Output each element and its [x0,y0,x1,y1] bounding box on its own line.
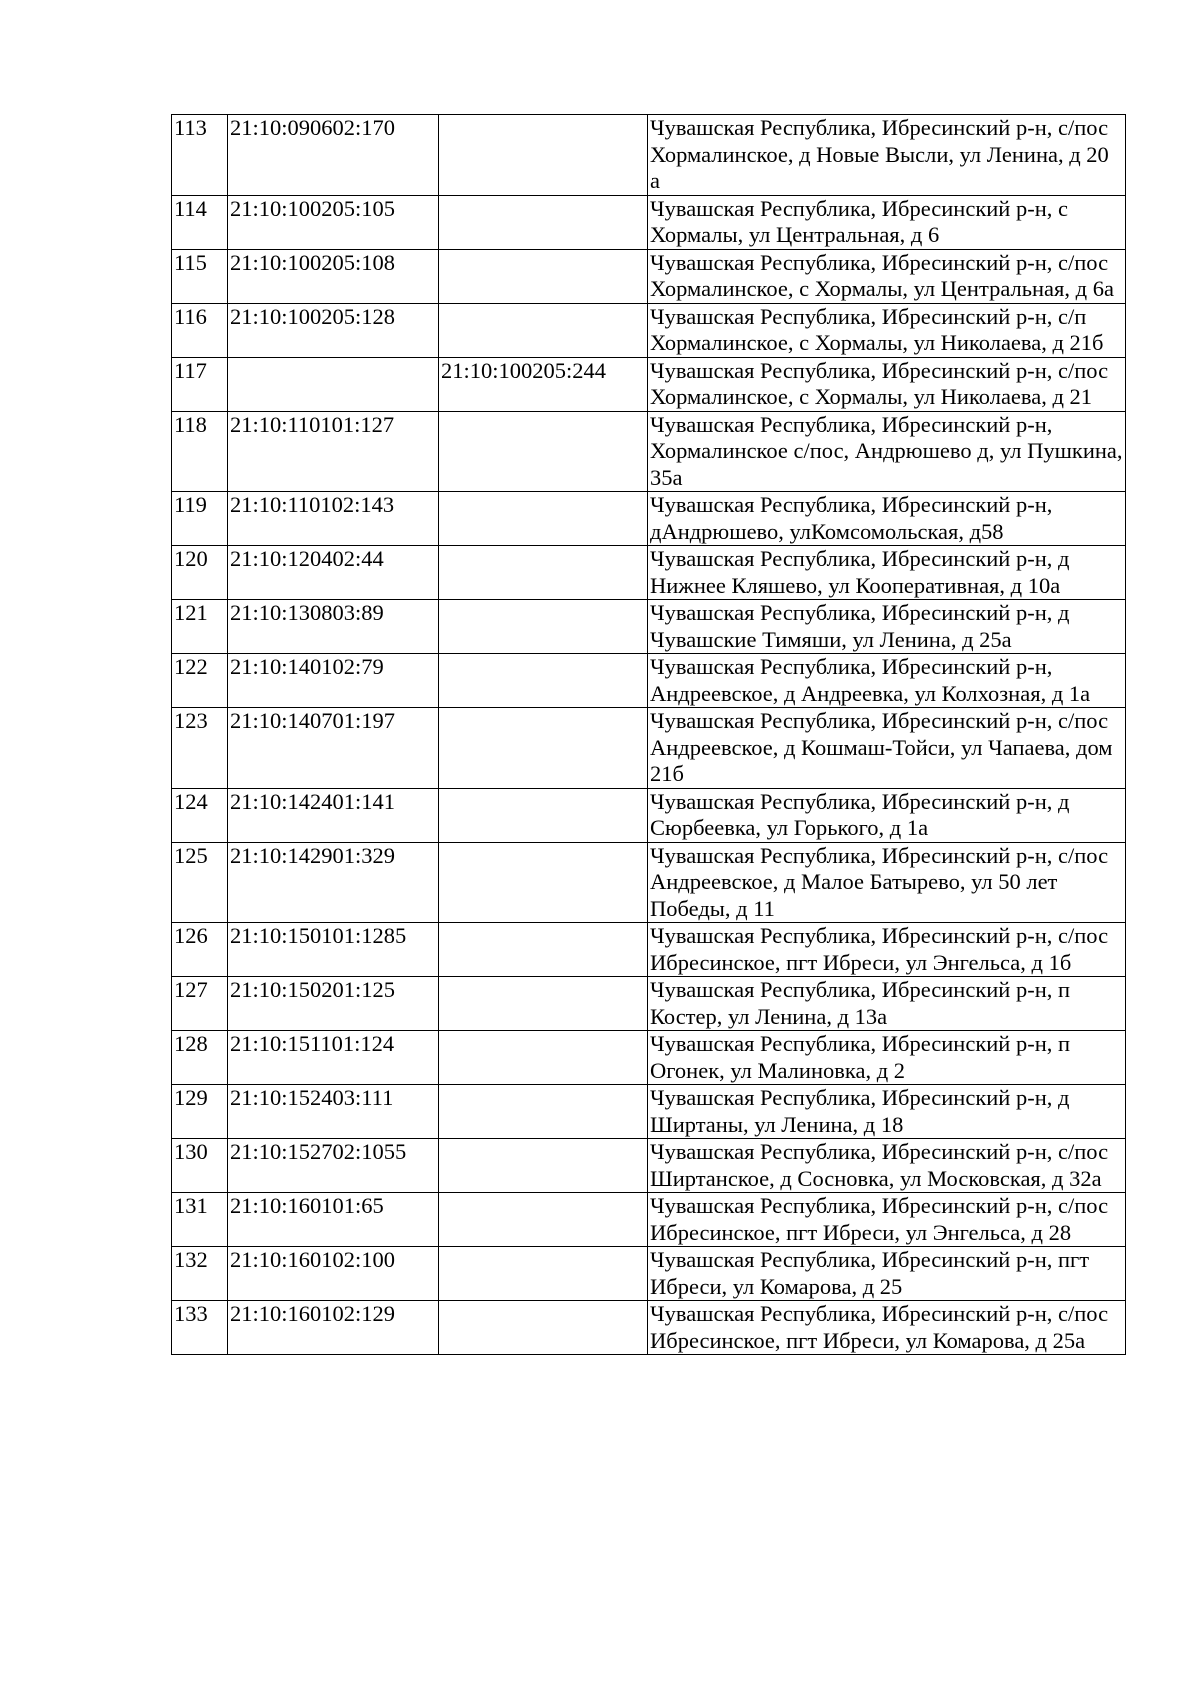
table-row [172,1085,1126,1139]
table-row [172,1193,1126,1247]
row-number-cell: 127 [172,977,228,1031]
address-cell: Чувашская Республика, Ибресинский р-н, с Хормалы, ул Центральная, д 6 [648,195,1126,249]
row-number-cell: 124 [172,788,228,842]
secondary-cadastral-cell [439,1085,648,1139]
secondary-cadastral-cell [439,1193,648,1247]
address-cell: Чувашская Республика, Ибресинский р-н, д Нижнее Кляшево, ул Кооперативная, д 10а [648,546,1126,600]
address-cell: Чувашская Республика, Ибресинский р-н, д Чувашские Тимяши, ул Ленина, д 25а [648,600,1126,654]
table-row [172,492,1126,546]
cadastral-number-cell [228,357,439,411]
row-number-cell: 133 [172,1301,228,1355]
cadastral-number-cell: 21:10:160101:65 [228,1193,439,1247]
table-row [172,600,1126,654]
cadastral-number-cell: 21:10:100205:105 [228,195,439,249]
table-row [172,788,1126,842]
address-cell: Чувашская Республика, Ибресинский р-н, Хормалинское с/пос, Андрюшево д, ул Пушкина, 35а [648,411,1126,492]
row-number-cell: 130 [172,1139,228,1193]
secondary-cadastral-cell [439,303,648,357]
table-row [172,411,1126,492]
cadastral-number-cell: 21:10:110102:143 [228,492,439,546]
table-row [172,195,1126,249]
row-number-cell: 126 [172,923,228,977]
secondary-cadastral-cell [439,923,648,977]
cadastral-number-cell: 21:10:100205:108 [228,249,439,303]
row-number-cell: 131 [172,1193,228,1247]
table-row [172,977,1126,1031]
address-cell: Чувашская Республика, Ибресинский р-н, д Сюрбеевка, ул Горького, д 1а [648,788,1126,842]
secondary-cadastral-cell [439,1031,648,1085]
table-row [172,1139,1126,1193]
cadastral-number-cell: 21:10:150101:1285 [228,923,439,977]
table-row [172,842,1126,923]
cadastral-number-cell: 21:10:140102:79 [228,654,439,708]
secondary-cadastral-cell: 21:10:100205:244 [439,357,648,411]
cadastral-number-cell: 21:10:090602:170 [228,115,439,196]
cadastral-number-cell: 21:10:160102:129 [228,1301,439,1355]
address-cell: Чувашская Республика, Ибресинский р-н, п Костер, ул Ленина, д 13а [648,977,1126,1031]
cadastral-number-cell: 21:10:100205:128 [228,303,439,357]
table-row [172,115,1126,196]
row-number-cell: 122 [172,654,228,708]
row-number-cell: 114 [172,195,228,249]
address-cell: Чувашская Республика, Ибресинский р-н, пгт Ибреси, ул Комарова, д 25 [648,1247,1126,1301]
row-number-cell: 115 [172,249,228,303]
row-number-cell: 123 [172,708,228,789]
row-number-cell: 113 [172,115,228,196]
row-number-cell: 117 [172,357,228,411]
property-registry-table [171,114,1126,1355]
cadastral-number-cell: 21:10:160102:100 [228,1247,439,1301]
secondary-cadastral-cell [439,654,648,708]
address-cell: Чувашская Республика, Ибресинский р-н, Андреевское, д Андреевка, ул Колхозная, д 1а [648,654,1126,708]
secondary-cadastral-cell [439,708,648,789]
secondary-cadastral-cell [439,600,648,654]
cadastral-number-cell: 21:10:140701:197 [228,708,439,789]
address-cell: Чувашская Республика, Ибресинский р-н, с/пос Хормалинское, с Хормалы, ул Николаева, д 21 [648,357,1126,411]
cadastral-number-cell: 21:10:110101:127 [228,411,439,492]
table-body [172,115,1126,1355]
row-number-cell: 116 [172,303,228,357]
table-row [172,1031,1126,1085]
table-row [172,303,1126,357]
table-row [172,923,1126,977]
address-cell: Чувашская Республика, Ибресинский р-н, с/пос Ибресинское, пгт Ибреси, ул Энгельса, д 1б [648,923,1126,977]
row-number-cell: 125 [172,842,228,923]
address-cell: Чувашская Республика, Ибресинский р-н, с/пос Андреевское, д Кошмаш-Тойси, ул Чапаева, дом 21б [648,708,1126,789]
table-row [172,357,1126,411]
cadastral-number-cell: 21:10:152403:111 [228,1085,439,1139]
secondary-cadastral-cell [439,115,648,196]
secondary-cadastral-cell [439,249,648,303]
cadastral-number-cell: 21:10:142401:141 [228,788,439,842]
secondary-cadastral-cell [439,546,648,600]
cadastral-number-cell: 21:10:151101:124 [228,1031,439,1085]
row-number-cell: 118 [172,411,228,492]
address-cell: Чувашская Республика, Ибресинский р-н, с/пос Ибресинское, пгт Ибреси, ул Комарова, д 25а [648,1301,1126,1355]
secondary-cadastral-cell [439,1247,648,1301]
table-row [172,1301,1126,1355]
address-cell: Чувашская Республика, Ибресинский р-н, с/пос Ибресинское, пгт Ибреси, ул Энгельса, д 28 [648,1193,1126,1247]
row-number-cell: 120 [172,546,228,600]
address-cell: Чувашская Республика, Ибресинский р-н, с/пос Хормалинское, с Хормалы, ул Центральная, д 6а [648,249,1126,303]
address-cell: Чувашская Республика, Ибресинский р-н, с/п Хормалинское, с Хормалы, ул Николаева, д 21б [648,303,1126,357]
address-cell: Чувашская Республика, Ибресинский р-н, с/пос Ширтанское, д Сосновка, ул Московская, д 32а [648,1139,1126,1193]
row-number-cell: 119 [172,492,228,546]
table-row [172,1247,1126,1301]
row-number-cell: 132 [172,1247,228,1301]
address-cell: Чувашская Республика, Ибресинский р-н, д Ширтаны, ул Ленина, д 18 [648,1085,1126,1139]
secondary-cadastral-cell [439,842,648,923]
cadastral-number-cell: 21:10:142901:329 [228,842,439,923]
secondary-cadastral-cell [439,788,648,842]
secondary-cadastral-cell [439,411,648,492]
row-number-cell: 121 [172,600,228,654]
table-row [172,654,1126,708]
table-row [172,546,1126,600]
cadastral-number-cell: 21:10:152702:1055 [228,1139,439,1193]
address-cell: Чувашская Республика, Ибресинский р-н, п Огонек, ул Малиновка, д 2 [648,1031,1126,1085]
secondary-cadastral-cell [439,195,648,249]
secondary-cadastral-cell [439,977,648,1031]
cadastral-number-cell: 21:10:130803:89 [228,600,439,654]
secondary-cadastral-cell [439,1301,648,1355]
row-number-cell: 129 [172,1085,228,1139]
address-cell: Чувашская Республика, Ибресинский р-н, с/пос Хормалинское, д Новые Высли, ул Ленина, д 20 а [648,115,1126,196]
secondary-cadastral-cell [439,1139,648,1193]
cadastral-number-cell: 21:10:150201:125 [228,977,439,1031]
address-cell: Чувашская Республика, Ибресинский р-н, дАндрюшево, улКомсомольская, д58 [648,492,1126,546]
row-number-cell: 128 [172,1031,228,1085]
cadastral-number-cell: 21:10:120402:44 [228,546,439,600]
address-cell: Чувашская Республика, Ибресинский р-н, с/пос Андреевское, д Малое Батырево, ул 50 лет Победы, д 11 [648,842,1126,923]
table-row [172,249,1126,303]
table-row [172,708,1126,789]
secondary-cadastral-cell [439,492,648,546]
